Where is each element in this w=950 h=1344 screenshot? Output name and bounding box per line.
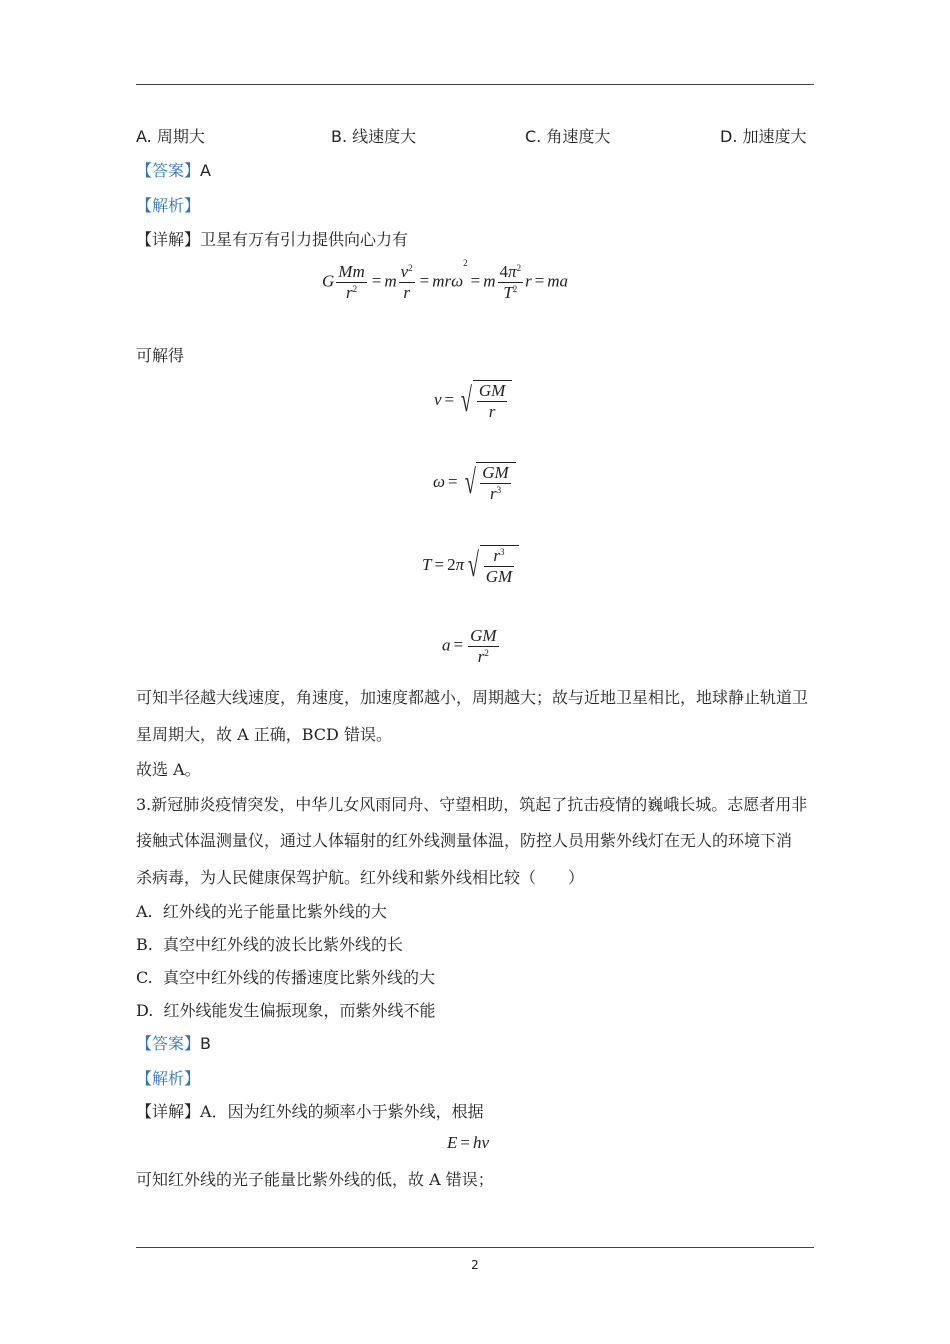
q2-option-b: B. 线速度大 [331,127,417,146]
q3-conclusion: 可知红外线的光子能量比紫外线的低，故 A 错误； [136,1170,494,1189]
q3-detail: 【详解】A．因为红外线的频率小于紫外线，根据 [136,1102,484,1121]
q2-option-c: C. 角速度大 [525,127,611,146]
q3-stem-1: 3.新冠肺炎疫情突发，中华儿女风雨同舟、守望相助，筑起了抗击疫情的巍峨长城。志愿者用非 [136,795,808,814]
acceleration-formula: a = $\frac{GM}{r^2}$ [442,626,497,666]
q3-option-c: C. 真空中红外线的传播速度比紫外线的大 [136,968,435,987]
q2-conclusion-2: 星周期大，故 A 正确，BCD 错误。 [136,725,392,744]
answer-tag: 【答案】 [136,161,201,180]
q3-option-a: A. 红外线的光子能量比紫外线的大 [136,902,387,921]
velocity-formula: v = √ $\frac{GM}{r}$ [434,380,512,422]
q2-detail: 【详解】卫星有万有引力提供向心力有 [136,230,409,249]
q3-stem-3: 杀病毒，为人民健康保驾护航。红外线和紫外线相比较（ ） [136,868,585,887]
q2-option-d: D. 加速度大 [720,127,807,146]
answer-tag: 【答案】 [136,1034,201,1053]
q3-analysis-tag: 【解析】 [136,1069,201,1088]
q3-option-b: B. 真空中红外线的波长比紫外线的长 [136,935,404,954]
q3-answer [136,1034,211,1054]
q2-solve-intro: 可解得 [136,346,185,365]
angular-velocity-formula: ω = √ $\frac{GM}{r^3}$ [433,462,516,504]
q2-answer [136,161,211,181]
q2-choose: 故选 A。 [136,760,201,779]
answer-value: B [200,1034,211,1053]
footer-rule [136,1247,814,1248]
q3-option-d: D. 红外线能发生偏振现象，而紫外线不能 [136,1001,436,1020]
q2-option-a: A. 周期大 [136,127,205,146]
period-formula: T = 2π √ $\frac{r^3}{GM}$ [422,545,519,587]
gravitation-equation: G $\frac{Mm}{r^2}$ = m $\frac{v^2}{r}$ = mrω$^2$= m $\frac{4\pi^2}{T^2}$ r = ma [322,258,569,302]
header-rule [136,84,814,85]
q2-analysis-tag: 【解析】 [136,196,201,215]
q2-conclusion-1: 可知半径越大线速度，角速度，加速度都越小，周期越大；故与近地卫星相比，地球静止轨道卫 [136,688,809,707]
photon-energy-formula: E = hν [447,1133,490,1152]
page-number: 2 [471,1258,479,1272]
q3-stem-2: 接触式体温测量仪，通过人体辐射的红外线测量体温，防控人员用紫外线灯在无人的环境下消 [136,831,793,850]
answer-value: A [200,161,211,180]
